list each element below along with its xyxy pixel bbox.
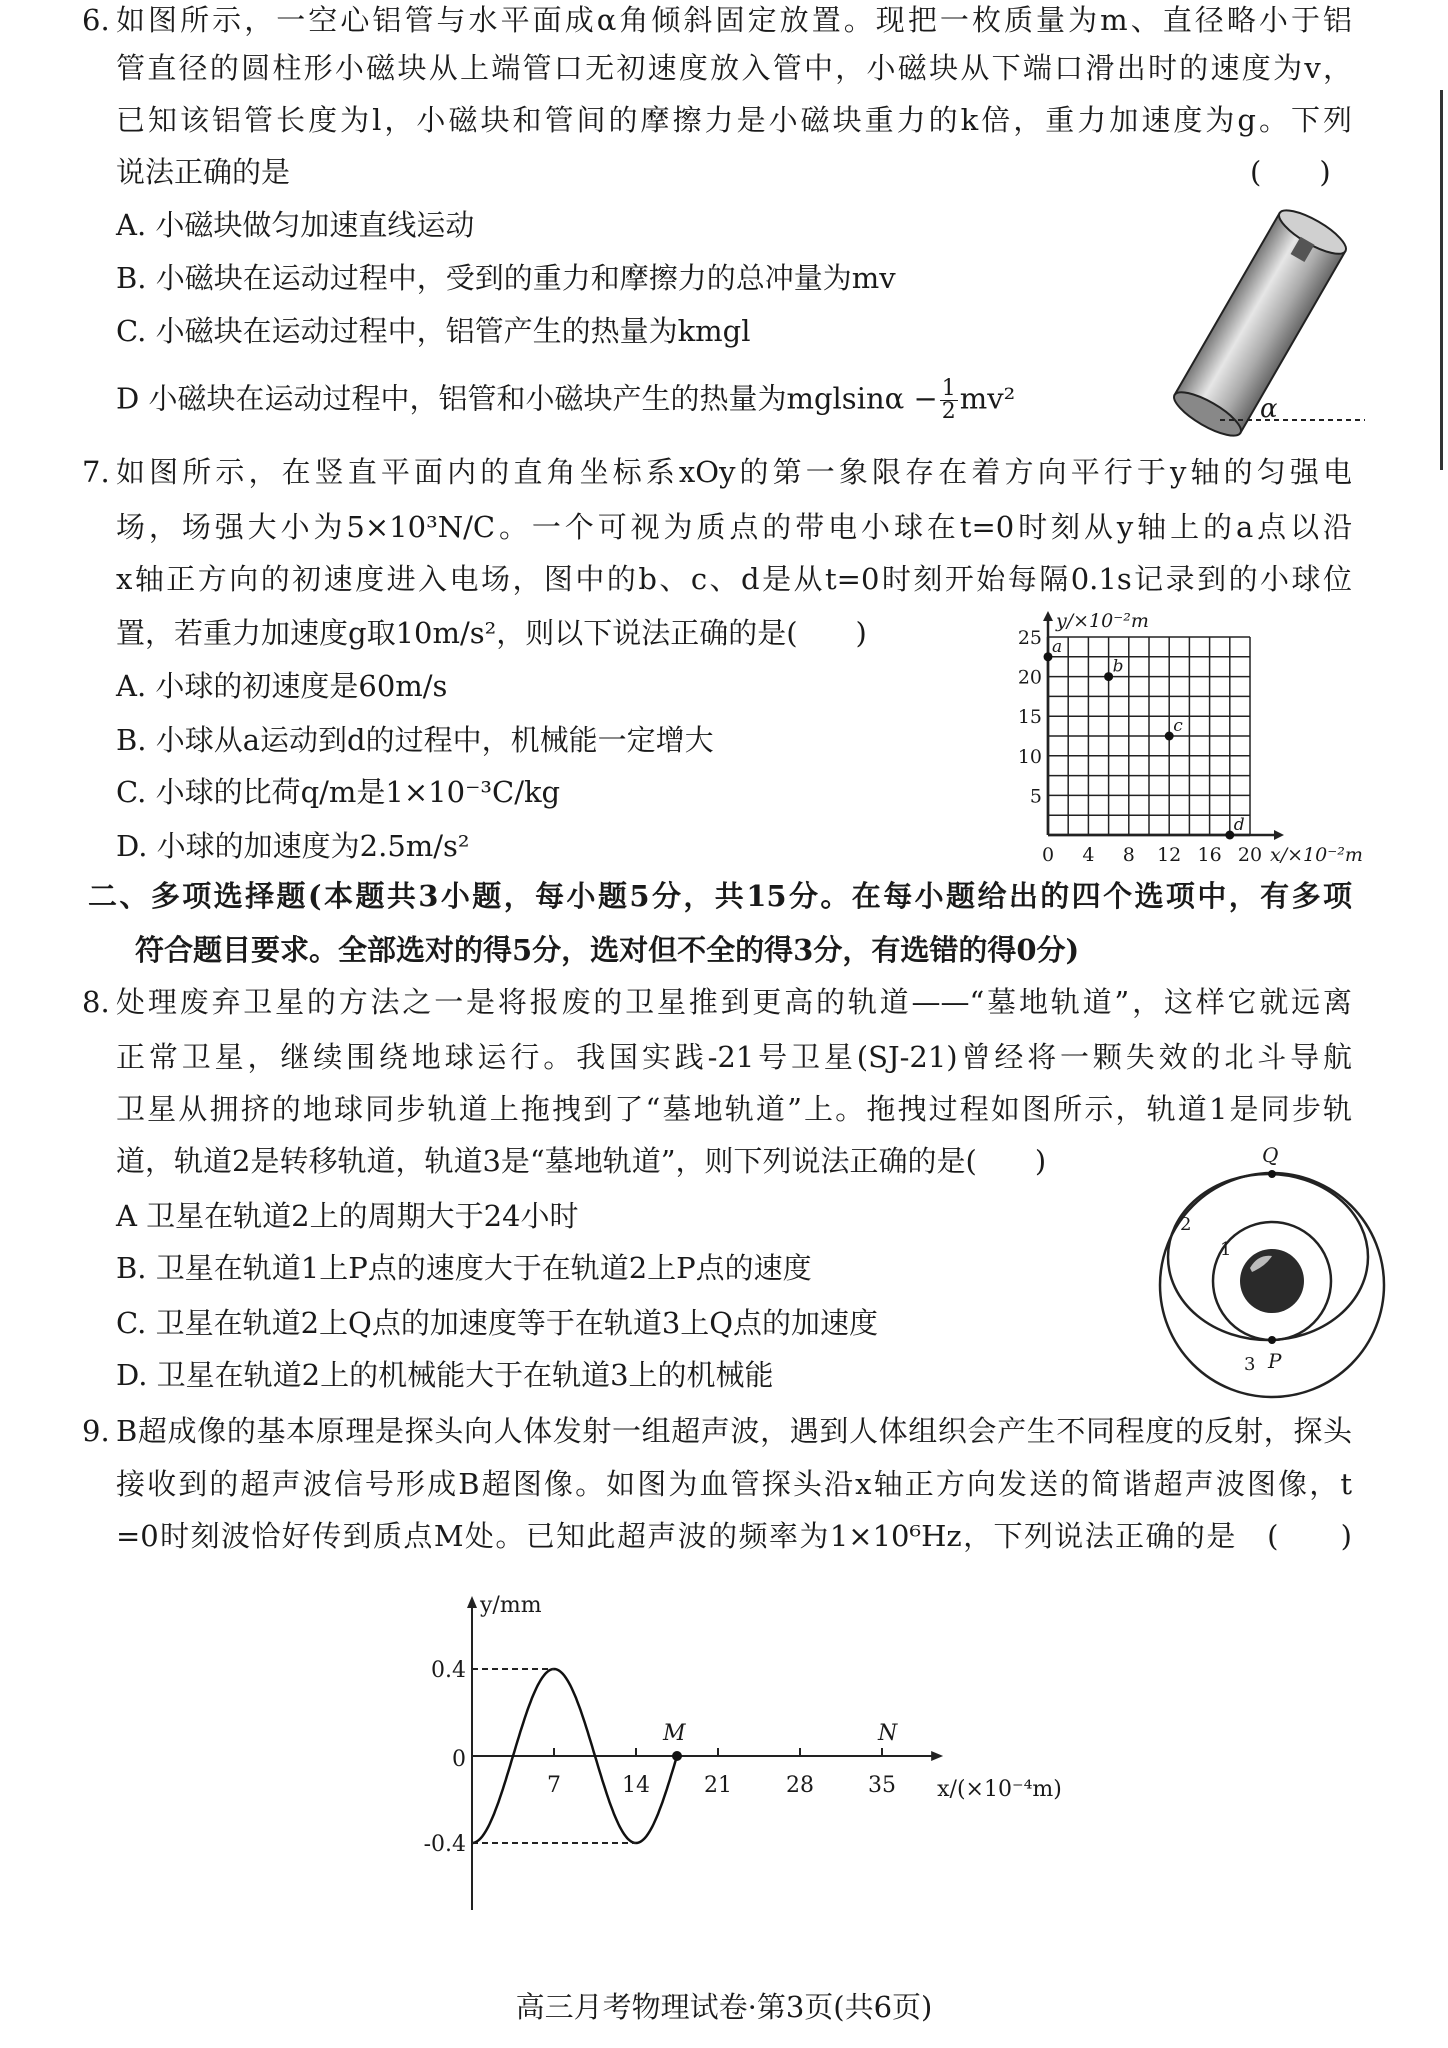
question-text-line: 如图所示，在竖直平面内的直角坐标系xOy的第一象限存在着方向平行于y轴的匀强电 [116, 455, 1352, 489]
question-text-line: 如图所示，一空心铝管与水平面成α角倾斜固定放置。现把一枚质量为m、直径略小于铝 [116, 3, 1352, 37]
point-label-a: a [1052, 636, 1063, 657]
label-p: P [1268, 1349, 1282, 1373]
y-tick-label: 10 [1017, 745, 1042, 768]
x-axis-arrow [1274, 830, 1284, 840]
y-axis-label: y/×10⁻²m [1056, 610, 1149, 632]
question-number: 6. [82, 3, 110, 37]
question-text-line: 场，场强大小为5×10³N/C。一个可视为质点的带电小球在t=0时刻从y轴上的a点以沿 [116, 510, 1352, 544]
point-label-d: d [1233, 815, 1245, 835]
x-tick-label: 20 [1237, 844, 1263, 866]
x-tick-label: 21 [704, 1773, 732, 1798]
point-q [1268, 1170, 1276, 1178]
label-q: Q [1262, 1143, 1279, 1167]
x-tick-label: 7 [547, 1773, 561, 1798]
question-number: 7. [82, 455, 110, 489]
y-tick-label: 0 [452, 1747, 466, 1772]
y-tick-label: 0.4 [431, 1658, 466, 1683]
x-tick-label: 0 [1041, 844, 1055, 866]
y-tick-label: 20 [1017, 666, 1042, 689]
option-c: C. 小磁块在运动过程中，铝管产生的热量为kmgl [116, 314, 751, 348]
question-text-line: 说法正确的是 [116, 155, 291, 189]
point-label-N: N [878, 1721, 898, 1746]
point-m [672, 1751, 682, 1761]
x-tick-label: 28 [786, 1773, 814, 1798]
question-text-line: 接收到的超声波信号形成B超图像。如图为血管探头沿x轴正方向发送的简谐超声波图像，t [116, 1467, 1352, 1501]
option-c: C. 小球的比荷q/m是1×10⁻³C/kg [116, 775, 561, 809]
y-axis-arrow [1043, 611, 1053, 621]
question-number: 8. [82, 985, 110, 1019]
fraction-numerator: 1 [941, 376, 956, 401]
x-tick-label: 16 [1197, 844, 1222, 866]
orbit-diagram [1140, 1140, 1410, 1410]
question-text-line: 正常卫星，继续围绕地球运行。我国实践-21号卫星(SJ-21)曾经将一颗失效的北斗导航 [116, 1040, 1352, 1074]
point-label-b: b [1112, 656, 1124, 677]
option-d-text: D 小磁块在运动过程中，铝管和小磁块产生的热量为mglsinα − [116, 381, 938, 416]
question-text-line: B超成像的基本原理是探头向人体发射一组超声波，遇到人体组织会产生不同程度的反射，探头 [116, 1414, 1352, 1448]
x-tick-label: 35 [868, 1773, 896, 1798]
y-axis-arrow [467, 1596, 477, 1608]
page-edge-mark [1440, 90, 1443, 470]
point-label-c: c [1173, 716, 1183, 736]
section-heading-line: 二、多项选择题(本题共3小题，每小题5分，共15分。在每小题给出的四个选项中，有多项 [88, 879, 1352, 913]
earth-icon [1240, 1249, 1304, 1313]
fraction-denominator: 2 [941, 399, 956, 424]
option-d: D. 卫星在轨道2上的机械能大于在轨道3上的机械能 [116, 1358, 774, 1392]
option-a: A 卫星在轨道2上的周期大于24小时 [116, 1199, 579, 1233]
x-axis-arrow [931, 1751, 943, 1761]
option-d: D. 小球的加速度为2.5m/s² [116, 829, 470, 863]
question-number: 9. [82, 1414, 110, 1448]
option-a: A. 小球的初速度是60m/s [116, 669, 448, 703]
aluminum-tube-figure [1150, 205, 1370, 440]
option-b: B. 小球从a运动到d的过程中，机械能一定增大 [116, 723, 714, 757]
x-tick-label: 8 [1122, 844, 1135, 866]
x-tick-label: 14 [622, 1773, 650, 1798]
question-text-line: 道，轨道2是转移轨道，轨道3是“墓地轨道”，则下列说法正确的是( ) [116, 1144, 1047, 1178]
page-footer: 高三月考物理试卷·第3页(共6页) [515, 1990, 933, 2024]
grid-position-chart [1000, 600, 1420, 870]
y-tick-label: 5 [1029, 785, 1042, 808]
fraction [940, 378, 958, 423]
option-b: B. 小磁块在运动过程中，受到的重力和摩擦力的总冲量为mv [116, 261, 896, 295]
option-d [116, 376, 1016, 424]
y-tick-label: 25 [1017, 627, 1042, 649]
angle-label: α [1260, 394, 1278, 424]
x-axis-label: x/(×10⁻⁴m) [937, 1777, 1062, 1802]
option-c: C. 卫星在轨道2上Q点的加速度等于在轨道3上Q点的加速度 [116, 1306, 879, 1340]
question-text-line: 已知该铝管长度为l，小磁块和管间的摩擦力是小磁块重力的k倍，重力加速度为g。下列 [116, 103, 1352, 137]
option-d-tail: mv² [959, 381, 1016, 416]
question-text-line: 置，若重力加速度g取10m/s²，则以下说法正确的是( ) [116, 616, 867, 650]
orbit-3-label: 3 [1244, 1354, 1256, 1375]
section-heading-line: 符合题目要求。全部选对的得5分，选对但不全的得3分，有选错的得0分) [135, 933, 1080, 967]
question-text-line: 管直径的圆柱形小磁块从上端管口无初速度放入管中，小磁块从下端口滑出时的速度为v， [116, 51, 1352, 85]
point-label-M: M [663, 1721, 686, 1746]
question-text-line: 卫星从拥挤的地球同步轨道上拖拽到了“墓地轨道”上。拖拽过程如图所示，轨道1是同步轨 [116, 1092, 1352, 1126]
question-text-line: x轴正方向的初速度进入电场，图中的b、c、d是从t=0时刻开始每隔0.1s记录到的小球位 [116, 562, 1352, 596]
question-text-line: 处理废弃卫星的方法之一是将报废的卫星推到更高的轨道——“墓地轨道”，这样它就远离 [116, 985, 1352, 1019]
point-p [1268, 1336, 1276, 1344]
y-axis-label: y/mm [480, 1593, 542, 1618]
x-tick-label: 12 [1157, 844, 1182, 866]
wave-chart [400, 1590, 1120, 1920]
question-text-line: =0时刻波恰好传到质点M处。已知此超声波的频率为1×10⁶Hz，下列说法正确的是 ( ) [116, 1519, 1352, 1553]
option-b: B. 卫星在轨道1上P点的速度大于在轨道2上P点的速度 [116, 1251, 812, 1285]
orbit-1-label: 1 [1220, 1239, 1232, 1260]
option-a: A. 小磁块做匀加速直线运动 [116, 208, 475, 242]
orbit-2-label: 2 [1180, 1214, 1192, 1235]
x-axis-label: x/×10⁻²m [1270, 844, 1363, 866]
y-tick-label: 15 [1017, 706, 1042, 729]
y-tick-label: -0.4 [423, 1832, 466, 1857]
answer-bracket: ( ) [1250, 155, 1331, 189]
x-tick-label: 4 [1082, 844, 1095, 866]
